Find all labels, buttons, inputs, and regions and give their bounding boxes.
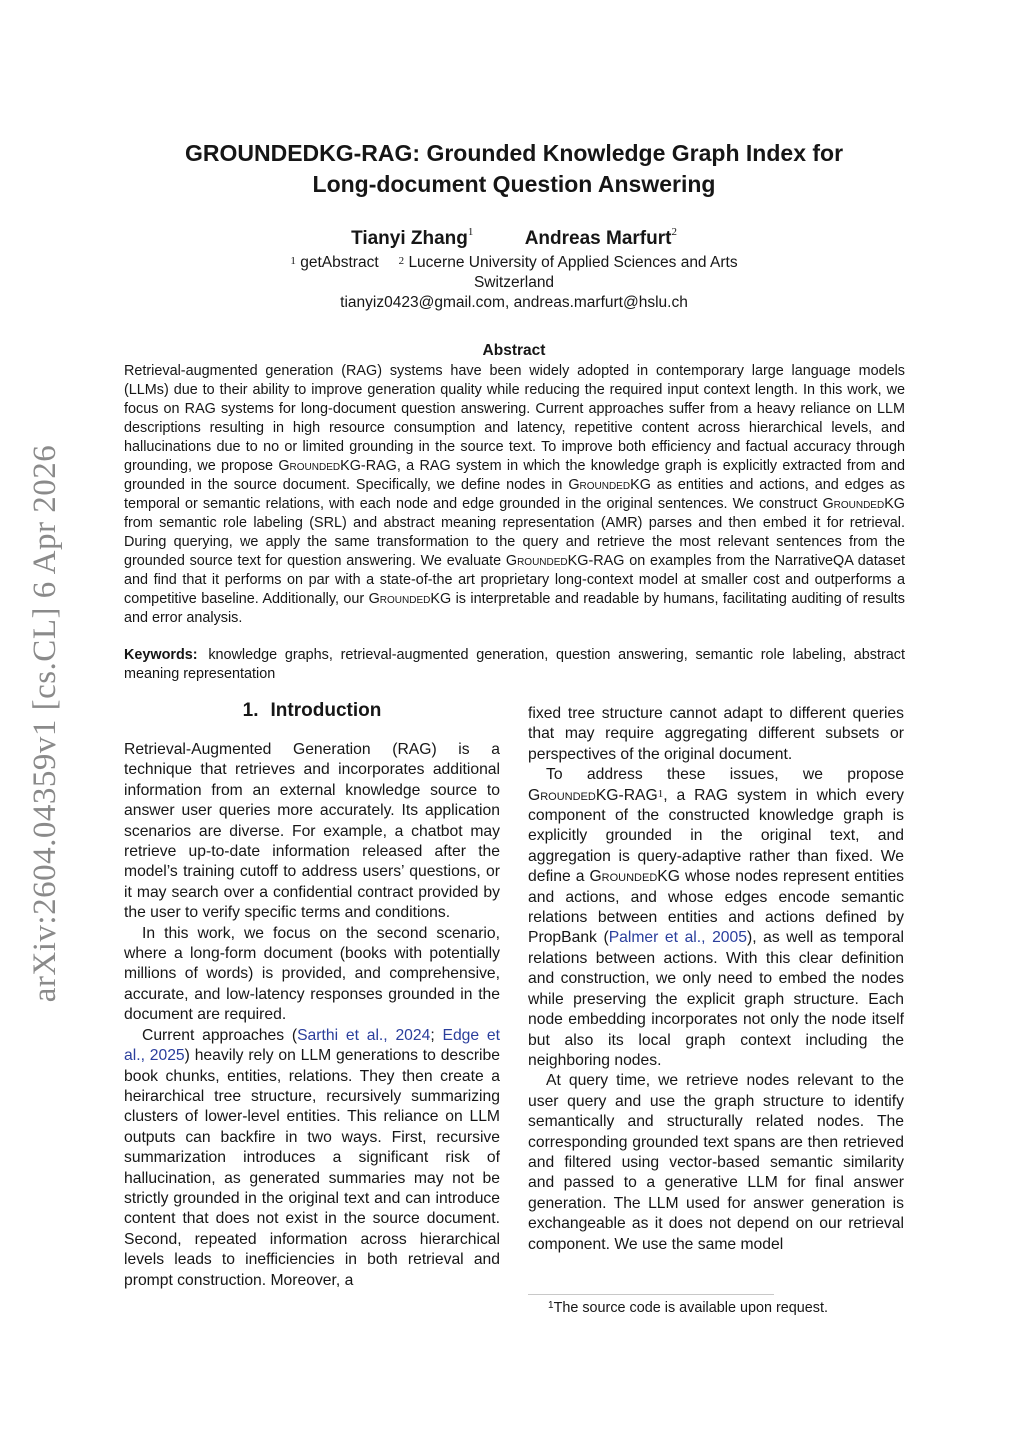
paper-title <box>120 138 908 200</box>
footnote-marker[interactable]: 1 <box>657 787 664 800</box>
footnote <box>548 1299 828 1317</box>
arxiv-identifier: arXiv:2604.04359v1 [cs.CL] 6 Apr 2026 <box>27 444 64 1002</box>
affiliation-location: Switzerland <box>473 274 555 291</box>
paragraph: fixed tree structure cannot adapt to different queries that may require aggregating different subsets or perspectives of the original document. <box>528 705 904 763</box>
author-name: Andreas Marfurt <box>524 228 672 249</box>
keywords <box>124 646 905 684</box>
author-affiliation-mark: 2 <box>671 226 677 238</box>
paragraph: To address these issues, we propose GroundedKG-RAG$^1$, a RAG system in which every component of the constructed knowledge graph is explicitly grounded in the original text, and aggregation is query-adaptive rather than fixed. We define a GroundedKG whose nodes represent entities and actions, and whose edges encode semantic relations between entities and actions defined by PropBank (Palmer et al., 2005), as well as temporal relations between actions. With this clear definition and construction, we only need to embed the nodes while preserving the explicit graph structure. Each node embedding incorporates not only the node itself but also its local graph context including the neighboring nodes. <box>528 766 905 1069</box>
affiliation-line: $^1$ getAbstract $^2$ Lucerne University of Applied Sciences and Arts <box>290 254 738 271</box>
section-number: 1. <box>242 700 259 721</box>
author-list <box>120 228 908 250</box>
author-name: Tianyi Zhang <box>351 228 468 249</box>
title-line-2: Long-document Question Answering <box>312 171 716 197</box>
citation-link-palmer[interactable]: Palmer et al., 2005 <box>608 929 747 947</box>
abstract-heading: Abstract <box>482 342 546 359</box>
keywords-label: Keywords: <box>124 647 198 663</box>
paragraph: Retrieval-Augmented Generation (RAG) is a technique that retrieves and incorporates additional information from an external knowledge source to answer user queries more accurately. Its application scenarios are diverse. For example, a chatbot may retrieve up-to-date information released after the model’s training cutoff to address users’ questions, or it may search over a confidential contract provided by the user to verify specific terms and conditions. <box>124 741 500 922</box>
right-column <box>528 704 904 1255</box>
affiliation-getabstract: getAbstract <box>300 254 379 271</box>
paragraph: In this work, we focus on the second scenario, where a long-form document (books with potentially millions of words) is provided, and comprehensive, accurate, and low-latency responses grounded in the document are required. <box>124 924 500 1024</box>
section-title: Introduction <box>270 700 382 721</box>
author-affiliation-mark: 1 <box>467 226 474 238</box>
keywords-text: knowledge graphs, retrieval-augmented generation, question answering, semantic role labeling, abstract meaning representation <box>124 647 905 682</box>
title-line-1: GROUNDEDKG-RAG: Grounded Knowledge Graph Index for <box>184 140 844 166</box>
abstract-body: Retrieval-augmented generation (RAG) systems have been widely adopted in contemporary large language models (LLMs) due to their ability to improve generation quality while reducing the required input context length. In this work, we focus on RAG systems for long-document question answering. Current approaches suffer from a heavy reliance on LLM descriptions resulting in high resource consumption and latency, repetitive content across hierarchical levels, and hallucinations due to no or limited grounding in the source text. To improve both efficiency and factual accuracy through grounding, we propose GroundedKG-RAG, a RAG system in which the knowledge graph is explicitly extracted from and grounded in the source document. Specifically, we define nodes in GroundedKG as entities and actions, and edges as temporal or semantic relations, with each node and edge grounded in the original sentences. We construct GroundedKG from semantic role labeling (SRL) and abstract meaning representation (AMR) parses and then embed it for retrieval. During querying, we apply the same transformation to the query and retrieve the most relevant sentences from the grounded source text for question answering. We evaluate GroundedKG-RAG on examples from the NarrativeQA dataset and find that it performs on par with a state-of-the art proprietary long-context model at smaller cost and outperforms a competitive baseline. Additionally, our GroundedKG is interpretable and readable by humans, facilitating auditing of results and error analysis. <box>124 363 906 626</box>
section-heading-introduction <box>124 700 500 722</box>
citation-link-sarthi[interactable]: Sarthi et al., 2024 <box>297 1026 431 1044</box>
footnote-divider <box>528 1294 774 1295</box>
arxiv-sidebar-stamp <box>24 428 68 1018</box>
citation-link-edge[interactable]: Edge et al., 2025 <box>124 1026 500 1065</box>
left-column <box>124 740 500 1291</box>
affiliation-lucerne: Lucerne University of Applied Sciences and Arts <box>408 254 738 271</box>
footnote-text: The source code is available upon request. <box>553 1300 828 1316</box>
paragraph: At query time, we retrieve nodes relevant to the user query and use the graph structure to identify semantically and structurally related nodes. The corresponding grounded text spans are then retrieved and filtered using vector-based semantic similarity and passed to a generative LLM for final answer generation. The LLM used for answer generation is exchangeable as it does not depend on our retrieval component. We use the same model <box>528 1072 904 1253</box>
affiliations <box>120 253 908 313</box>
footnote-mark: 1 <box>548 1300 554 1311</box>
author-emails: tianyiz0423@gmail.com, andreas.marfurt@hslu.ch <box>340 294 688 311</box>
paragraph: Current approaches (Sarthi et al., 2024; Edge et al., 2025) heavily rely on LLM generations to describe book chunks, entities, relations. They then create a heirarchical tree structure, recursively summarizing clusters of lower-level entities. This reliance on LLM outputs can backfire in two ways. First, recursive summarization introduces a significant risk of hallucination, as generated summaries may not be strictly grounded in the original text and can introduce content that does not exist in the source document. Second, repeated information across hierarchical levels leads to inefficiencies in both retrieval and prompt construction. Moreover, a <box>124 1026 500 1289</box>
